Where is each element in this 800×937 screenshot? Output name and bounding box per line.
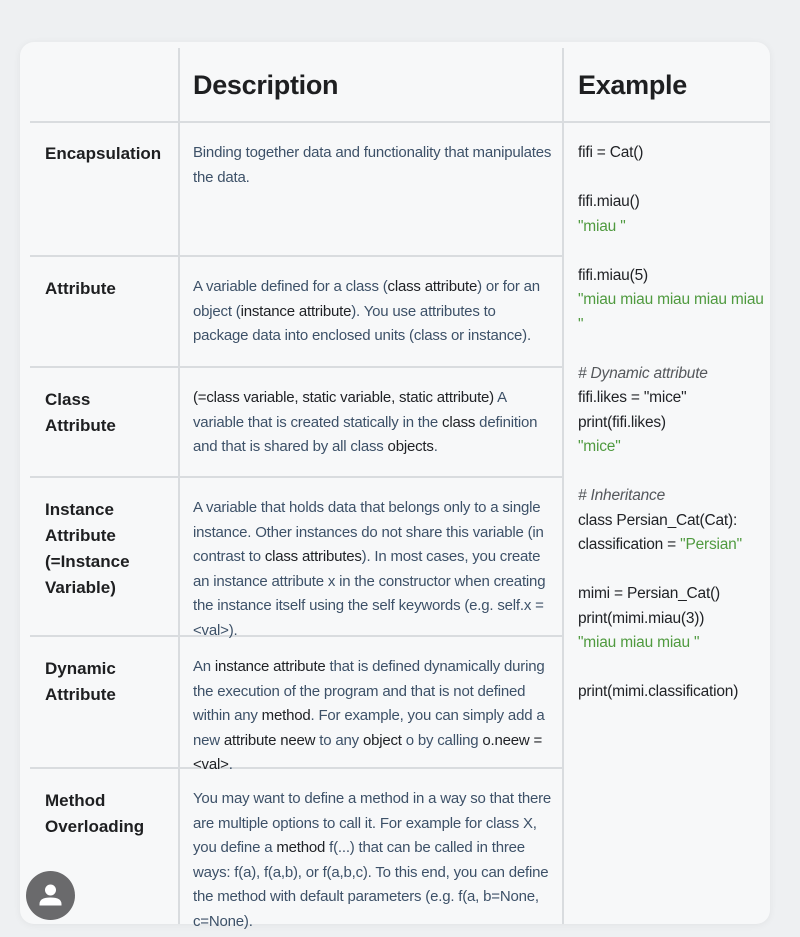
description-text: that is defined dynamically during the execution of the program and that is not defined within any	[193, 658, 545, 724]
example-code-block	[578, 141, 768, 705]
description-attribute	[193, 275, 553, 349]
code-string: "miau "	[578, 217, 626, 235]
code-line	[578, 288, 768, 337]
user-avatar-icon	[26, 871, 75, 920]
description-method-overloading	[193, 787, 553, 934]
description-keyword: method	[261, 707, 311, 724]
column-divider-2	[562, 48, 564, 924]
code-string: "miau miau miau miau miau "	[578, 291, 764, 333]
code-line	[578, 141, 768, 166]
row-divider	[30, 366, 563, 368]
code-line	[578, 533, 768, 558]
description-text: to any	[315, 731, 363, 749]
description-keyword: instance attribute	[214, 658, 326, 675]
description-keyword: method	[276, 839, 326, 856]
description-keyword: class attributes	[264, 548, 362, 565]
row-divider	[30, 255, 563, 257]
code-line	[578, 680, 768, 705]
description-text: ) or for an object (	[193, 278, 540, 320]
header-row-divider	[30, 121, 770, 123]
code-string: "Persian"	[680, 536, 742, 553]
user-avatar-button[interactable]	[26, 871, 75, 920]
code-line	[578, 215, 768, 240]
description-encapsulation	[193, 141, 553, 190]
code-blank-line	[578, 337, 768, 362]
code-code: print(fifi.likes)	[578, 413, 666, 431]
column-divider-1	[178, 48, 180, 924]
code-code: Persian_Cat(Cat):	[612, 511, 738, 529]
code-code: fifi.miau(5)	[578, 266, 648, 284]
code-comment: # Dynamic attribute	[578, 364, 708, 382]
term-encapsulation: Encapsulation	[45, 144, 162, 163]
description-text: ). You use attributes to package data into enclosed units (class or instance).	[193, 302, 531, 344]
row-divider	[30, 476, 563, 478]
description-text: .	[228, 756, 233, 773]
description-text: f(...) that can be called in three ways: f(a), f(a,b), or f(a,b,c). To this end, you can define the method with default parameters (e.g. f(a, b=None, c=None).	[193, 839, 549, 930]
description-text: You may want to define a method in a way so that there are multiple options to call it. For example for class X, you define a	[193, 790, 552, 856]
description-text: .	[433, 438, 438, 455]
code-line	[578, 607, 768, 632]
code-code: print(mimi.miau(3))	[578, 609, 705, 627]
code-line	[578, 582, 768, 607]
description-text: An	[193, 658, 215, 675]
description-keyword: objects	[387, 438, 434, 455]
description-header: Description	[193, 70, 339, 100]
code-blank-line	[578, 166, 768, 191]
code-line	[578, 509, 768, 534]
description-keyword: instance attribute	[240, 302, 352, 320]
description-text: definition and that is shared by all class	[193, 413, 538, 455]
term-attribute: Attribute	[45, 279, 116, 298]
term-method-overloading: Method Overloading	[45, 791, 145, 836]
term-class-attribute: Class Attribute	[45, 390, 116, 435]
code-string: "miau miau miau "	[578, 634, 700, 651]
code-string: "mice"	[578, 438, 621, 455]
code-line	[578, 362, 768, 387]
term-dynamic-attribute: Dynamic Attribute	[45, 659, 116, 704]
description-text: ). In most cases, you create an instance attribute x in the constructor when creating the instance itself using the self keywords (e.g. self.x = <val>).	[193, 548, 546, 639]
code-line	[578, 411, 768, 436]
description-keyword: class	[442, 413, 476, 431]
code-code: fifi = Cat()	[578, 144, 644, 161]
description-text: . For example, you can simply add a new	[193, 707, 545, 749]
code-blank-line	[578, 656, 768, 681]
code-code: fifi.miau()	[578, 193, 640, 210]
code-line	[578, 190, 768, 215]
term-instance-attribute: Instance Attribute (=Instance Variable)	[45, 500, 130, 597]
code-line	[578, 631, 768, 656]
description-dynamic-attribute	[193, 655, 553, 778]
code-blank-line	[578, 460, 768, 485]
code-keyword: class	[578, 511, 613, 529]
example-header: Example	[578, 70, 687, 100]
description-text: Binding together data and functionality that manipulates the data.	[193, 144, 552, 186]
description-keyword: (=class variable, static variable, static attribute)	[193, 389, 494, 406]
description-text: A variable that is created statically in the	[193, 389, 507, 431]
code-line	[578, 484, 768, 509]
code-line	[578, 264, 768, 289]
code-code: mimi = Persian_Cat()	[578, 585, 720, 602]
code-code: classification =	[578, 536, 681, 553]
description-instance-attribute	[193, 496, 553, 643]
description-keyword: class attribute	[387, 278, 478, 295]
code-blank-line	[578, 558, 768, 583]
code-line	[578, 435, 768, 460]
code-line	[578, 386, 768, 411]
code-code: fifi.likes = "mice"	[578, 389, 687, 406]
description-class-attribute	[193, 386, 553, 460]
description-text: o by calling	[401, 731, 483, 749]
description-keyword: attribute neew	[223, 731, 316, 749]
code-code: print(mimi.classification)	[578, 683, 739, 700]
description-text: A variable that holds data that belongs only to a single instance. Other instances do not share this variable (in contrast to	[193, 499, 544, 565]
description-text: A variable defined for a class (	[193, 278, 388, 295]
description-keyword: o.neew = <val>	[193, 731, 543, 773]
code-comment: # Inheritance	[578, 487, 666, 504]
description-keyword: object	[362, 731, 402, 749]
code-blank-line	[578, 239, 768, 264]
